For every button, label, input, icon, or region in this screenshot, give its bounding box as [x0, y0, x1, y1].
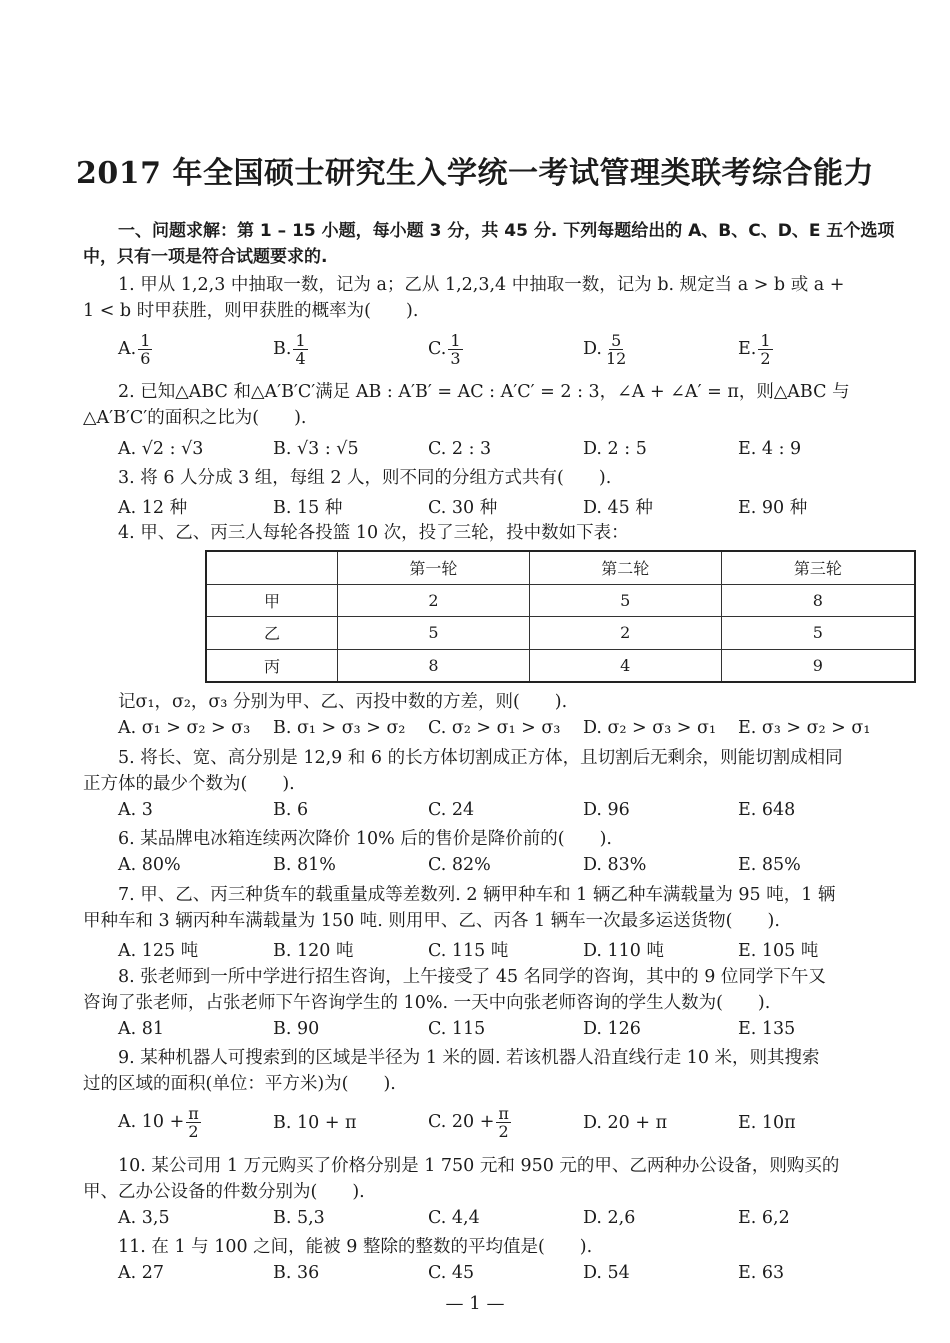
- question-9-line2: 过的区域的面积(单位：平方米)为( ).: [83, 1074, 396, 1094]
- option-a: A. 80%: [118, 855, 181, 875]
- question-7-line1: 7. 甲、乙、丙三种货车的载重量成等差数列. 2 辆甲种车和 1 辆乙种车满载量为 95 吨，1 辆: [118, 885, 836, 905]
- option-a: A. σ₁ > σ₂ > σ₃: [118, 718, 251, 738]
- option-e: E. 85%: [738, 855, 801, 875]
- option-c: C. 24: [428, 800, 475, 820]
- option-d: D. σ₂ > σ₃ > σ₁: [583, 718, 716, 738]
- question-8-line2: 咨询了张老师，占张老师下午咨询学生的 10%. 一天中向张老师咨询的学生人数为( ).: [83, 993, 771, 1013]
- option-a: A. $\frac{1}{6}$: [118, 331, 151, 368]
- option-d: D. 54: [583, 1263, 630, 1283]
- question-9-line1: 9. 某种机器人可搜索到的区域是半径为 1 米的圆. 若该机器人沿直线行走 10 米，则其搜索: [118, 1048, 820, 1068]
- option-e: E. $\frac{1}{2}$: [738, 331, 771, 368]
- option-d: D. 96: [583, 800, 630, 820]
- page-number: — 1 —: [445, 1293, 505, 1314]
- table-cell: 2: [529, 617, 721, 650]
- question-1-line1: 1. 甲从 1,2,3 中抽取一数，记为 a；乙从 1,2,3,4 中抽取一数，记为 b. 规定当 a > b 或 a +: [118, 275, 845, 295]
- option-e: E. 648: [738, 800, 796, 820]
- option-c: C. 2 : 3: [428, 439, 492, 459]
- option-c: C. 82%: [428, 855, 491, 875]
- option-c: C. 20 + $\frac{\pi}{2}$: [428, 1104, 509, 1141]
- table-header-cell: 第一轮: [338, 551, 530, 584]
- question-7-line2: 甲种车和 3 辆丙种车满载量为 150 吨. 则用甲、乙、丙各 1 辆车一次最多运送货物( ).: [83, 911, 780, 931]
- option-a: A. 3: [118, 800, 153, 820]
- question-2-line1: 2. 已知△ABC 和△A′B′C′满足 AB : A′B′ = AC : A′C′ = 2 : 3，∠A + ∠A′ = π，则△ABC 与: [118, 382, 850, 402]
- question-8-line1: 8. 张老师到一所中学进行招生咨询，上午接受了 45 名同学的咨询，其中的 9 位同学下午又: [118, 967, 826, 987]
- table-cell: 5: [529, 584, 721, 617]
- question-10-line1: 10. 某公司用 1 万元购买了价格分别是 1 750 元和 950 元的甲、乙两种办公设备，则购买的: [118, 1156, 840, 1176]
- option-d: D. $\frac{5}{12}$: [583, 331, 627, 368]
- option-b: B. 5,3: [273, 1208, 325, 1228]
- option-c: C. 115 吨: [428, 941, 509, 961]
- table-row: [206, 649, 915, 682]
- question-11-options: [118, 1263, 878, 1293]
- option-c: C. $\frac{1}{3}$: [428, 331, 461, 368]
- option-b: B. σ₁ > σ₃ > σ₂: [273, 718, 406, 738]
- question-1-options: [118, 332, 878, 372]
- option-d: D. 2,6: [583, 1208, 636, 1228]
- table-header-cell: [206, 551, 338, 584]
- option-a: A. 10 + $\frac{\pi}{2}$: [118, 1104, 199, 1141]
- table-header-cell: 第三轮: [721, 551, 915, 584]
- option-d: D. 110 吨: [583, 941, 664, 961]
- table-cell: 5: [338, 617, 530, 650]
- option-a: A. 125 吨: [118, 941, 199, 961]
- question-3-line1: 3. 将 6 人分成 3 组，每组 2 人，则不同的分组方式共有( ).: [118, 468, 612, 488]
- question-1-line2: 1 < b 时甲获胜，则甲获胜的概率为( ).: [83, 301, 419, 321]
- option-b: B. √3 : √5: [273, 439, 359, 459]
- question-11-line1: 11. 在 1 与 100 之间，能被 9 整除的整数的平均值是( ).: [118, 1237, 593, 1257]
- table-cell: 甲: [206, 584, 338, 617]
- table-cell: 8: [338, 649, 530, 682]
- table-cell: 4: [529, 649, 721, 682]
- table-row: [206, 617, 915, 650]
- option-b: B. 81%: [273, 855, 336, 875]
- option-a: A. 12 种: [118, 498, 188, 518]
- table-header-row: [206, 551, 915, 584]
- option-e: E. 10π: [738, 1113, 796, 1133]
- section-instructions-line2: 中，只有一项是符合试题要求的.: [83, 247, 328, 267]
- option-b: B. 6: [273, 800, 309, 820]
- option-e: E. 135: [738, 1019, 796, 1039]
- option-b: B. 120 吨: [273, 941, 354, 961]
- option-c: C. 45: [428, 1263, 475, 1283]
- question-7-options: [118, 937, 878, 967]
- question-6-line1: 6. 某品牌电冰箱连续两次降价 10% 后的售价是降价前的( ).: [118, 829, 612, 849]
- table-cell: 9: [721, 649, 915, 682]
- table-cell: 8: [721, 584, 915, 617]
- option-b: B. 15 种: [273, 498, 343, 518]
- option-b: B. 10 + π: [273, 1113, 357, 1133]
- page-title: 2017 年全国硕士研究生入学统一考试管理类联考综合能力: [76, 156, 874, 191]
- question-4-line2: 记σ₁，σ₂，σ₃ 分别为甲、乙、丙投中数的方差，则( ).: [118, 692, 568, 712]
- question-4-line1: 4. 甲、乙、丙三人每轮各投篮 10 次，投了三轮，投中数如下表：: [118, 523, 629, 543]
- table-header-cell: 第二轮: [529, 551, 721, 584]
- option-e: E. 4 : 9: [738, 439, 802, 459]
- option-e: E. 6,2: [738, 1208, 790, 1228]
- option-e: E. 63: [738, 1263, 785, 1283]
- option-c: C. 4,4: [428, 1208, 480, 1228]
- option-c: C. σ₂ > σ₁ > σ₃: [428, 718, 561, 738]
- option-a: A. √2 : √3: [118, 439, 204, 459]
- option-d: D. 83%: [583, 855, 647, 875]
- option-d: D. 45 种: [583, 498, 653, 518]
- option-a: A. 3,5: [118, 1208, 170, 1228]
- option-e: E. 90 种: [738, 498, 808, 518]
- option-d: D. 2 : 5: [583, 439, 647, 459]
- table-cell: 2: [338, 584, 530, 617]
- option-b: B. 90: [273, 1019, 320, 1039]
- option-b: B. $\frac{1}{4}$: [273, 331, 306, 368]
- table-cell: 丙: [206, 649, 338, 682]
- option-c: C. 115: [428, 1019, 486, 1039]
- question-2-line2: △A′B′C′的面积之比为( ).: [83, 408, 307, 428]
- section-instructions-line1: 一、问题求解：第 1 – 15 小题，每小题 3 分，共 45 分. 下列每题给出的 A、B、C、D、E 五个选项: [118, 221, 895, 241]
- option-a: A. 81: [118, 1019, 165, 1039]
- option-e: E. σ₃ > σ₂ > σ₁: [738, 718, 871, 738]
- option-e: E. 105 吨: [738, 941, 819, 961]
- table-cell: 乙: [206, 617, 338, 650]
- option-b: B. 36: [273, 1263, 320, 1283]
- question-5-line2: 正方体的最少个数为( ).: [83, 774, 295, 794]
- question-6-options: [118, 855, 878, 885]
- option-c: C. 30 种: [428, 498, 498, 518]
- option-a: A. 27: [118, 1263, 165, 1283]
- table-cell: 5: [721, 617, 915, 650]
- question-5-line1: 5. 将长、宽、高分别是 12,9 和 6 的长方体切割成正方体，且切割后无剩余，则能切割成相同: [118, 748, 843, 768]
- table-row: [206, 584, 915, 617]
- question-4-options: [118, 718, 878, 748]
- scores-table: [205, 550, 916, 683]
- option-d: D. 20 + π: [583, 1113, 668, 1133]
- option-d: D. 126: [583, 1019, 641, 1039]
- question-10-line2: 甲、乙办公设备的件数分别为( ).: [83, 1182, 365, 1202]
- question-9-options: [118, 1105, 878, 1147]
